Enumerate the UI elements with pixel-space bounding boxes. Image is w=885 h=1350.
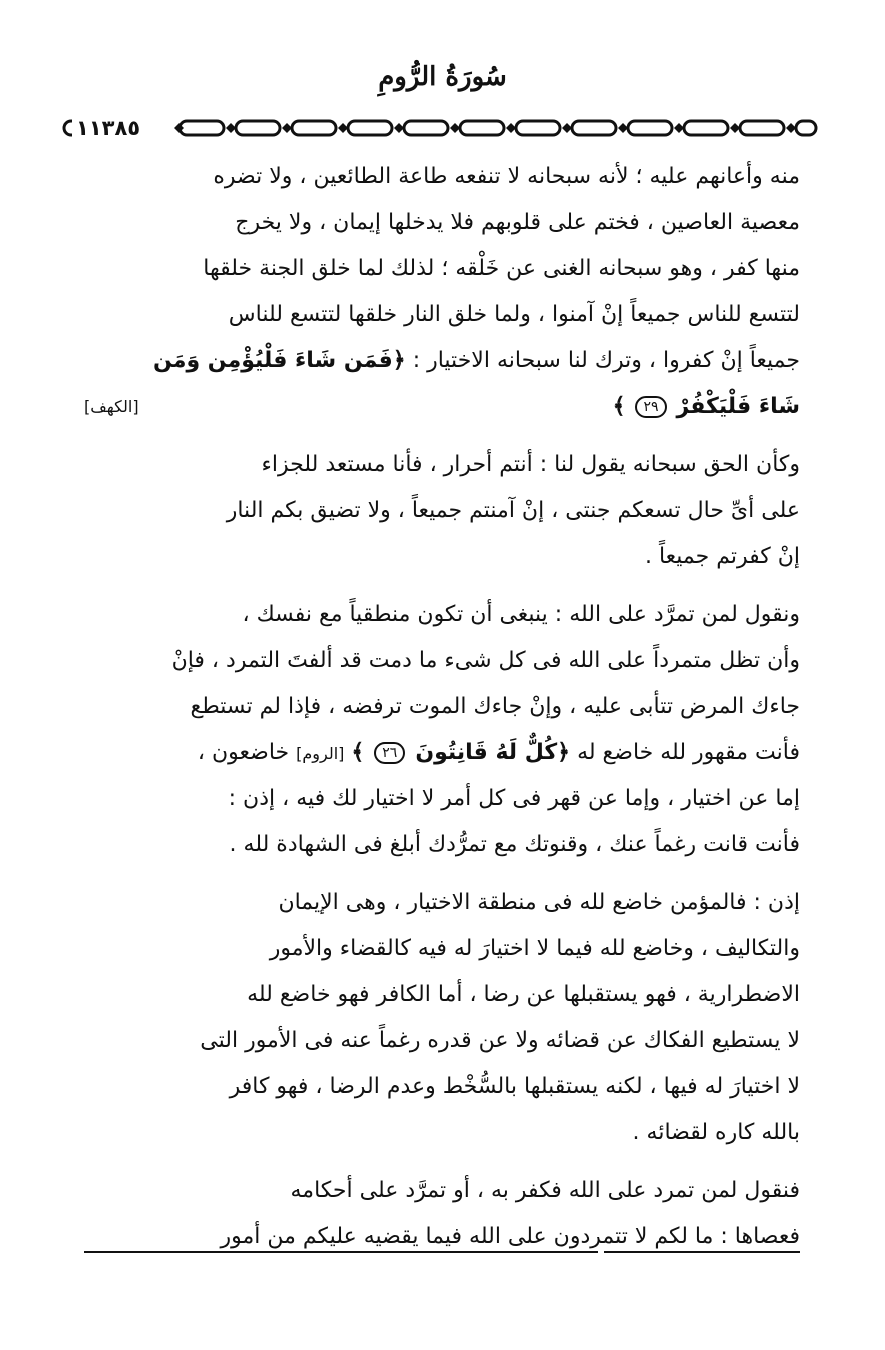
text-line: معصية العاصين ، فختم على قلوبهم فلا يدخلها إيمان ، ولا يخرج (235, 210, 800, 235)
text-segment: جميعاً إنْ كفروا ، وترك لنا سبحانه الاختيار : (412, 348, 800, 373)
footer-rule-right (604, 1251, 800, 1253)
text-line: والتكاليف ، وخاضع لله فيما لا اختيارَ له فيه كالقضاء والأمور (269, 936, 800, 961)
text-line: بالله كاره لقضائه . (632, 1120, 800, 1145)
text-line (84, 384, 800, 430)
header-ornament (60, 116, 820, 140)
paragraph-2 (84, 442, 800, 580)
text-line (84, 730, 800, 776)
text-line: منه وأعانهم عليه ؛ لأنه سبحانه لا تنفعه طاعة الطائعين ، ولا تضره (213, 164, 800, 189)
text-line: إنْ كفرتم جميعاً . (644, 544, 800, 569)
quran-verse: ﴿فَمَن شَاءَ فَلْيُؤْمِن وَمَن (153, 348, 406, 373)
text-line: جاءك المرض تتأبى عليه ، وإنْ جاءك الموت ترفضه ، فإذا لم تستطع (190, 694, 800, 719)
text-line: الاضطرارية ، فهو يستقبلها عن رضا ، أما الكافر فهو خاضع لله (247, 982, 800, 1007)
verse-close-bracket: ﴾ (351, 740, 365, 765)
text-segment: خاضعون ، (197, 740, 290, 765)
text-line: منها كفر ، وهو سبحانه الغنى عن خَلْقه ؛ لذلك لما خلق الجنة خلقها (203, 256, 800, 281)
text-line: إذن : فالمؤمن خاضع لله فى منطقة الاختيار ، وهى الإيمان (278, 890, 800, 915)
text-line: على أىِّ حال تسعكم جنتى ، إنْ آمنتم جميعاً ، ولا تضيق بكم النار (226, 498, 800, 523)
text-line: لا اختيارَ له فيها ، لكنه يستقبلها بالسُّخْط وعدم الرضا ، فهو كافر (229, 1074, 800, 1099)
quran-verse: شَاءَ فَلْيَكْفُرْ (676, 394, 800, 419)
text-line: إما عن اختيار ، وإما عن قهر فى كل أمر لا اختيار لك فيه ، إذن : (228, 786, 800, 811)
verse-source: [الروم] (296, 744, 345, 763)
surah-title: سُورَةُ الرُّومِ (378, 62, 507, 92)
page-number: ١١٣٨٥ (72, 116, 144, 140)
text-line (84, 338, 800, 384)
footer-rule-left (84, 1251, 598, 1253)
ayah-number-badge: ٢٩ (635, 396, 666, 418)
text-segment: فأنت مقهور لله خاضع له (577, 740, 800, 765)
verse-close-bracket: ﴾ (612, 394, 626, 419)
text-line: فأنت قانت رغماً عنك ، وقنوتك مع تمرُّدك أبلغ فى الشهادة لله . (229, 832, 800, 857)
paragraph-5 (84, 1168, 800, 1260)
paragraph-1 (84, 154, 800, 430)
text-line: وأن تظل متمرداً على الله فى كل شىء ما دمت قد ألفتَ التمرد ، فإنْ (171, 648, 800, 673)
text-line: فنقول لمن تمرد على الله فكفر به ، أو تمرَّد على أحكامه (290, 1178, 800, 1203)
text-line: لا يستطيع الفكاك عن قضائه ولا عن قدره رغماً عنه فى الأمور التى (200, 1028, 800, 1053)
page-body (84, 154, 800, 1260)
paragraph-4 (84, 880, 800, 1156)
text-line: فعصاها : ما لكم لا تتمردون على الله فيما يقضيه عليكم من أمور (220, 1224, 800, 1249)
text-line: ونقول لمن تمرَّد على الله : ينبغى أن تكون منطقياً مع نفسك ، (242, 602, 800, 627)
paragraph-3 (84, 592, 800, 868)
ayah-number-badge: ٢٦ (374, 742, 405, 764)
text-line: وكأن الحق سبحانه يقول لنا : أنتم أحرار ، فأنا مستعد للجزاء (261, 452, 800, 477)
quran-verse: ﴿كُلٌّ لَهُ قَانِتُونَ (415, 740, 571, 765)
verse-source: [الكهف] (84, 397, 139, 416)
text-line: لتتسع للناس جميعاً إنْ آمنوا ، ولما خلق النار خلقها لتتسع للناس (228, 302, 800, 327)
